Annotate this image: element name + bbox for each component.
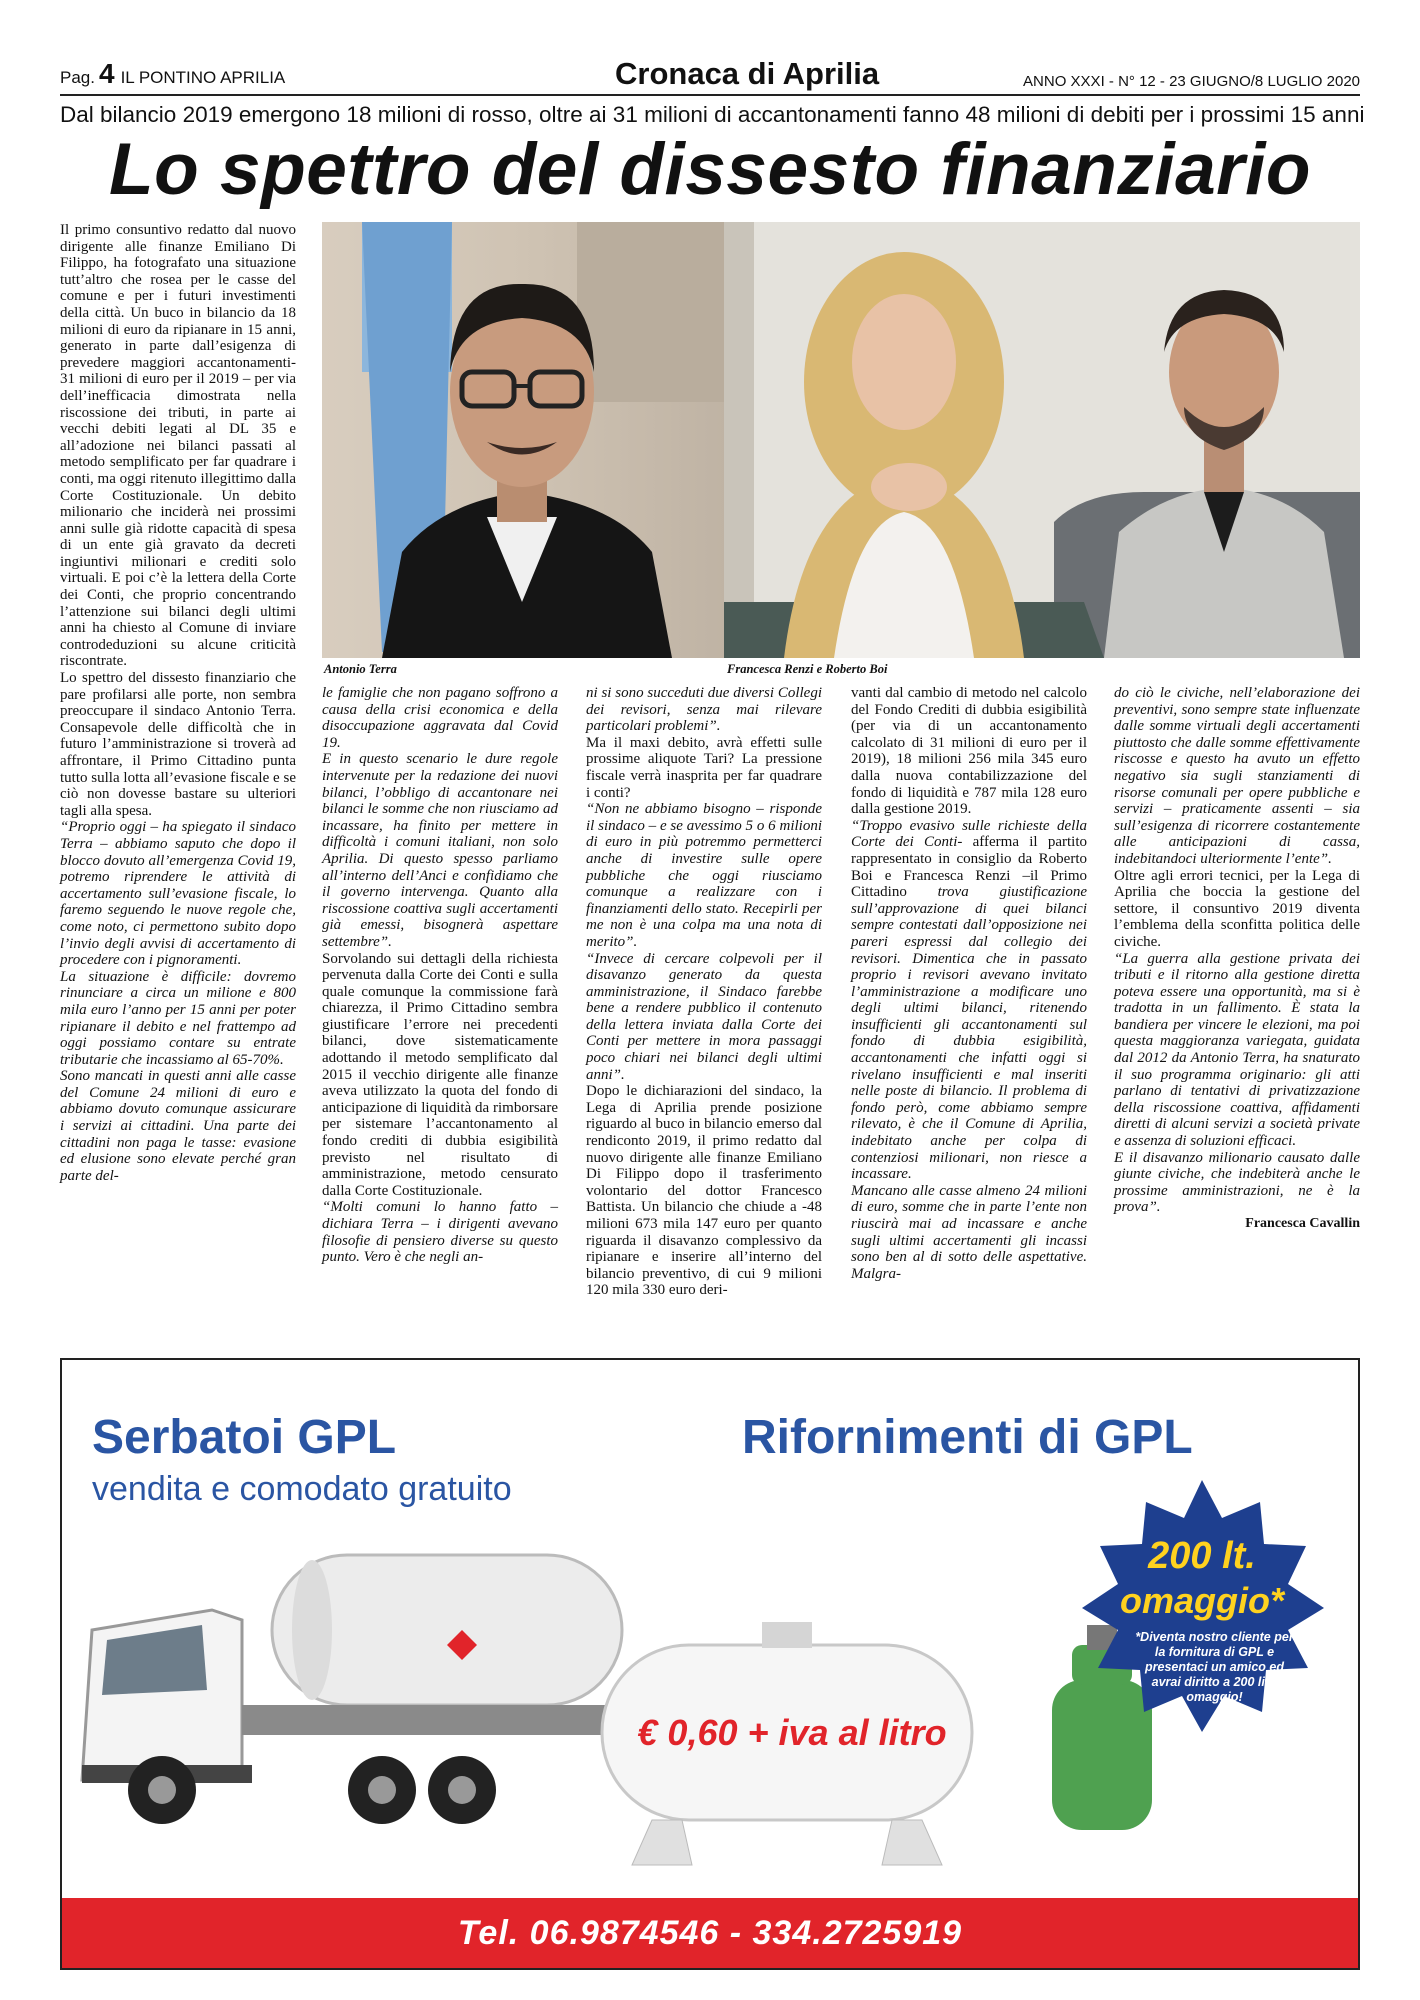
- paragraph: [851, 818, 1087, 1183]
- paragraph: Oltre agli errori tecnici, per la Lega di Aprilia che boccia la gestione del settore, il consuntivo 2019 diventa l’emblema della sconfitta politica delle civiche.: [1114, 867, 1360, 950]
- quote-paragraph: ni si sono succeduti due diversi Collegi dei revisori, senza mai rilevare particolari problemi”.: [586, 685, 822, 735]
- quote-paragraph: Sono mancati in questi anni alle casse del Comune 24 milioni di euro e abbiamo dovuto comunque assicurare i servizi ai cittadini. Una parte dei cittadini non paga le tasse: evasione ed elusione sono elevate perché gran parte del-: [60, 1068, 296, 1184]
- page-label: Pag.: [60, 68, 95, 87]
- quote-paragraph: do ciò le civiche, nell’elaborazione dei preventivi, sono sempre state influenzate dalle somme virtuali degli accertamenti piuttosto che dalle somme effettivamente riscosse e questo ha avuto un effetto negativo sia sugli stanziamenti di risorse comunali per opere pubbliche e servizi – praticamente assenti – sia sull’esigenza di ricorrere costantemente alle anticipazioni di cassa, indebitandoci ulteriormente l’ente”.: [1114, 685, 1360, 867]
- photo-caption: Antonio Terra: [324, 662, 397, 676]
- article-column-2: [322, 685, 558, 1266]
- quote-paragraph: “Invece di cercare colpevoli per il disavanzo generato da questa amministrazione, il Sindaco farebbe bene a rendere pubblico il contenuto della lettera inviata dalla Corte dei Conti per mettere in mora passaggi poco chiari nei bilanci degli ultimi anni”.: [586, 950, 822, 1083]
- quote-paragraph: “Proprio oggi – ha spiegato il sindaco Terra – abbiamo saputo che dopo il blocco dovuto all’emergenza Covid 19, potremo riprendere le attività di accertamento sull’evasione fiscale, lo faremo seguendo le nuove regole che, come noto, ci permettono subito dopo l’invio degli avvisi di accertamento di procedere con i pignoramenti.: [60, 819, 296, 969]
- paper-name: IL PONTINO APRILIA: [120, 68, 286, 87]
- page-header: [60, 58, 1360, 96]
- quote-paragraph: E in questo scenario le dure regole intervenute per la redazione dei nuovi bilanci, l’obbligo di accantonare nei bilanci le somme che non riusciamo ad incassare, ha finito per mettere in difficoltà i comuni italiani, non solo Aprilia. Di questo spesso parliamo all’interno dell’Anci e confidiamo che il governo intervenga. Quanto alla riscossione coattiva sugli accertamenti già emessi, bisognerà aspettare settembre”.: [322, 751, 558, 950]
- quote-paragraph: “Non ne abbiamo bisogno – risponde il sindaco – e se avessimo 5 o 6 milioni di euro in più potremmo permetterci anche di investire sulle opere pubbliche che oggi riusciamo comunque a realizzare con i finanziamenti dello stato. Recepirli per me non è una colpa ma una nota di merito”.: [586, 801, 822, 950]
- quote-paragraph: “Molti comuni lo hanno fatto – dichiara Terra – i dirigenti avevano filosofie di pensiero diverse su questo punto. Vero è che negli an-: [322, 1199, 558, 1266]
- ad-title-right: Rifornimenti di GPL: [742, 1411, 1193, 1464]
- offer-note: *Diventa nostro cliente per la fornitura di GPL e presentaci un amico ed avrai diritto a 200 litri omaggio!: [1135, 1630, 1294, 1704]
- paragraph: vanti dal cambio di metodo nel calcolo del Fondo Crediti di dubbia esigibilità (per via di un accantonamento calcolato di 31 milioni di euro per il 2019), 18 milioni 256 mila 345 euro dalla nuova contabilizzazione del fondo di liquidità e 787 mila 128 euro dalla gestione 2019.: [851, 685, 1087, 818]
- quote-fragment: trova giustificazione sull’approvazione di quei bilanci sempre contestati dall’opposizione nei pareri espressi dal collegio dei revisori. Dimentica che in passato proprio i revisori avevano invitato l’amministrazione a modificare uno degli ultimi bilanci, ritenendo insufficienti gli accantonamenti sul fondo di dubbia esigibilità, accantonamenti che infatti oggi si rivelano insufficienti e mal inseriti nelle poste di bilancio. Il problema di fondo però, come abbiamo sempre rilevato, è che il Comune di Aprilia, indebitato anche per colpa di contenziosi milionari, non riesce a incassare.: [851, 884, 1087, 1183]
- quote-paragraph: La situazione è difficile: dovremo rinunciare a circa un milione e 800 mila euro l’anno per 15 anni per poter ripianare il debito e nel frattempo ad oggi possiamo contare su entrate tributarie che incassiamo al 65-70%.: [60, 968, 296, 1068]
- paragraph: Lo spettro del dissesto finanziario che pare profilarsi alle porte, non sembra preoccupare il sindaco Antonio Terra. Consapevole delle difficoltà che in futuro l’amministrazione si troverà ad affrontare, il Primo Cittadino punta tutto sulla lotta all’evasione fiscale e se ciò non dovesse bastare su ulteriori tagli alla spesa.: [60, 670, 296, 819]
- quote-paragraph: Mancano alle casse almeno 24 milioni di euro, somme che in parte l’ente non riuscirà mai ad incassare e anche sugli ultimi accertamenti gli incassi sono ben al di sotto delle aspettative. Malgra-: [851, 1182, 1087, 1282]
- gpl-advertisement: [60, 1358, 1360, 1970]
- offer-label: omaggio*: [1119, 1580, 1284, 1621]
- section-title: Cronaca di Aprilia: [615, 56, 880, 91]
- paragraph: Dopo le dichiarazioni del sindaco, la Lega di Aprilia prende posizione riguardo al buco in bilancio emerso dal rendiconto 2019, il primo redatto dal nuovo dirigente alle finanze Emiliano Di Filippo dopo il trasferimento volontario del dottor Francesco Battista. Un bilancio che chiude a -48 milioni 673 mila 147 euro per quanto riguarda il disavanzo complessivo da ripianare e inserire all’interno del bilancio preventivo, di cui 9 milioni 120 mila 330 euro deri-: [586, 1083, 822, 1299]
- photo-caption: Francesca Renzi e Roberto Boi: [727, 662, 888, 676]
- page-number: 4: [98, 58, 115, 89]
- ad-phone-number: Tel. 06.9874546 - 334.2725919: [457, 1914, 963, 1952]
- article-column-1: [60, 222, 296, 1184]
- ad-footer-bar: [62, 1898, 1358, 1968]
- quote-paragraph: “La guerra alla gestione privata dei tributi e il ritorno alla gestione diretta poteva essere una opportunità, ma si è tradotta in un fallimento. È stata la bandiera per vincere le elezioni, ma poi questa maggioranza variegata, guidata dal 2012 da Antonio Terra, ha snaturato il suo programma originario: gli atti parlano di tentativi di privatizzazione della riscossione coattiva, affidamenti diretti di alcuni servizi a società private e assenza di soluzioni efficaci.: [1114, 950, 1360, 1150]
- offer-amount: 200 lt.: [1148, 1535, 1256, 1577]
- article-subtitle: Dal bilancio 2019 emergono 18 milioni di rosso, oltre ai 31 milioni di accantonamenti fanno 48 milioni di debiti per i prossimi 15 anni: [60, 102, 1365, 127]
- quote-paragraph: le famiglie che non pagano soffrono a causa della crisi economica e della disoccupazione aggravata dal Covid 19.: [322, 685, 558, 751]
- quote-fragment: “Troppo evasivo sulle richieste della Corte dei Conti-: [851, 817, 1087, 851]
- paragraph: Ma il maxi debito, avrà effetti sulle prossime aliquote Tari? La pressione fiscale verrà inasprita per far quadrare i conti?: [586, 734, 822, 801]
- paragraph: Il primo consuntivo redatto dal nuovo dirigente alle finanze Emiliano Di Filippo, ha fotografato una situazione tutt’altro che rosea per le casse del comune e per i futuri investimenti della città. Un buco in bilancio da 18 milioni di euro da ripianare in 15 anni, generato in parte dall’esigenza di prevedere maggiori accantonamenti- 31 milioni di euro per il 2019 – per via dell’inefficacia dimostrata nella riscossione dei tributi, in parte ai vecchi debiti legati al DL 35 e all’adozione nei bilanci passati al metodo semplificato per far quadrare i conti, ma oggi ritenuto illegittimo dalla Corte Costituzionale. Un debito milionario che inciderà nei prossimi anni sulle già ridotte capacità di spesa di un ente già gravato da decreti ingiuntivi milionari e crediti solo virtuali. E poi c’è la lettera della Corte dei Conti, che proprio concentrando l’attenzione sui bilanci degli ultimi anni ha chiesto al Comune di inviare controdeduzioni su alcune criticità riscontrate.: [60, 222, 296, 670]
- text-fragment: afferma il partito rappresentato in consiglio da Roberto Boi e Francesca Renzi –il Primo Cittadino: [851, 834, 1087, 901]
- portrait-illustration: [724, 222, 1360, 658]
- issue-info: ANNO XXXI - N° 12 - 23 GIUGNO/8 LUGLIO 2020: [1023, 73, 1360, 90]
- ad-subtitle-left: vendita e comodato gratuito: [92, 1470, 512, 1508]
- ad-title-left: Serbatoi GPL: [92, 1411, 397, 1464]
- article-column-3: [586, 685, 822, 1299]
- quote-paragraph: E il disavanzo milionario causato dalle giunte civiche, che indebiterà anche le prossime amministrazioni, ne è la prova”.: [1114, 1149, 1360, 1216]
- photo-antonio-terra: [322, 222, 726, 658]
- page-info: [60, 58, 285, 90]
- paragraph: Sorvolando sui dettagli della richiesta pervenuta dalla Corte dei Conti e sulla quale comunque la commissione farà chiarezza, il Primo Cittadino sembra giustificare l’errore nei precedenti bilanci, dove sistematicamente adottando il metodo semplificato dal 2015 il vecchio dirigente alle finanze aveva utilizzato la quota del fondo di anticipazione di liquidità da rimborsare per sistemare l’accantonamento al fondo crediti di dubbia esigibilità previsto nel risultato di amministrazione, metodo censurato dalla Corte Costituzionale.: [322, 950, 558, 1199]
- portrait-illustration: [322, 222, 726, 658]
- article-column-5: [1114, 685, 1360, 1233]
- price-label: € 0,60 + iva al litro: [637, 1712, 947, 1753]
- article-headline: Lo spettro del dissesto finanziario: [109, 129, 1311, 210]
- photo-renzi-boi: [724, 222, 1360, 658]
- author-signature: Francesca Cavallin: [1245, 1216, 1360, 1231]
- tanker-truck-icon: [82, 1555, 632, 1824]
- article-column-4: [851, 685, 1087, 1282]
